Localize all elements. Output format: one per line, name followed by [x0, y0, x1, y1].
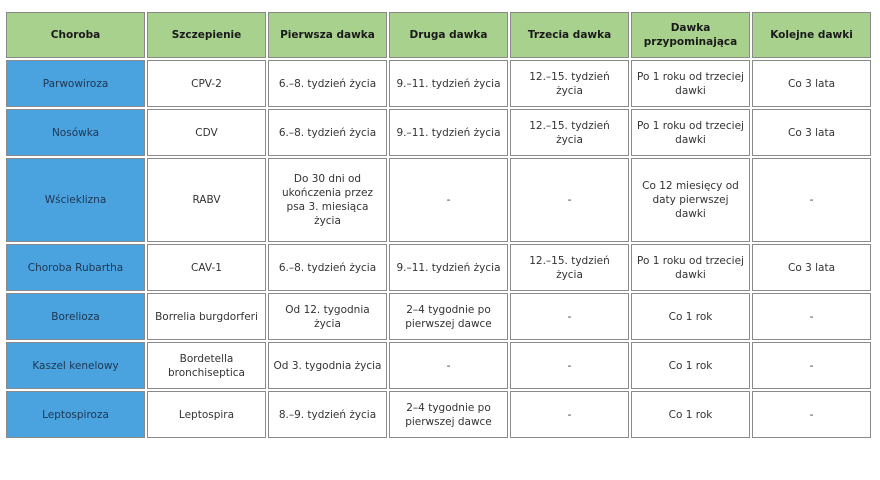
table-row — [6, 60, 871, 107]
third-dose-cell: - — [510, 391, 629, 438]
header-szczepienie: Szczepienie — [147, 12, 266, 58]
second-dose-cell: - — [389, 158, 508, 242]
vaccination-table — [4, 10, 873, 440]
disease-cell: Borelioza — [6, 293, 145, 340]
second-dose-cell: 9.–11. tydzień życia — [389, 109, 508, 156]
next-doses-cell: Co 3 lata — [752, 244, 871, 291]
first-dose-cell: 6.–8. tydzień życia — [268, 109, 387, 156]
booster-dose-cell: Po 1 roku od trzeciej dawki — [631, 244, 750, 291]
first-dose-cell: 6.–8. tydzień życia — [268, 244, 387, 291]
second-dose-cell: 2–4 tygodnie po pierwszej dawce — [389, 293, 508, 340]
next-doses-cell: - — [752, 391, 871, 438]
third-dose-cell: 12.–15. tydzień życia — [510, 60, 629, 107]
disease-cell: Kaszel kenelowy — [6, 342, 145, 389]
next-doses-cell: - — [752, 158, 871, 242]
third-dose-cell: 12.–15. tydzień życia — [510, 244, 629, 291]
third-dose-cell: 12.–15. tydzień życia — [510, 109, 629, 156]
table-row — [6, 244, 871, 291]
header-trzecia-dawka: Trzecia dawka — [510, 12, 629, 58]
table-header-row — [6, 12, 871, 58]
header-pierwsza-dawka: Pierwsza dawka — [268, 12, 387, 58]
vaccine-cell: CPV-2 — [147, 60, 266, 107]
first-dose-cell: Od 12. tygodnia życia — [268, 293, 387, 340]
table-row — [6, 158, 871, 242]
booster-dose-cell: Co 1 rok — [631, 293, 750, 340]
disease-cell: Wścieklizna — [6, 158, 145, 242]
vaccine-cell: Leptospira — [147, 391, 266, 438]
vaccine-cell: Bordetella bronchiseptica — [147, 342, 266, 389]
disease-cell: Nosówka — [6, 109, 145, 156]
booster-dose-cell: Co 1 rok — [631, 391, 750, 438]
table-row — [6, 109, 871, 156]
first-dose-cell: Do 30 dni od ukończenia przez psa 3. miesiąca życia — [268, 158, 387, 242]
first-dose-cell: Od 3. tygodnia życia — [268, 342, 387, 389]
booster-dose-cell: Co 12 miesięcy od daty pierwszej dawki — [631, 158, 750, 242]
vaccine-cell: Borrelia burgdorferi — [147, 293, 266, 340]
second-dose-cell: 9.–11. tydzień życia — [389, 244, 508, 291]
booster-dose-cell: Po 1 roku od trzeciej dawki — [631, 109, 750, 156]
booster-dose-cell: Po 1 roku od trzeciej dawki — [631, 60, 750, 107]
vaccine-cell: RABV — [147, 158, 266, 242]
booster-dose-cell: Co 1 rok — [631, 342, 750, 389]
second-dose-cell: - — [389, 342, 508, 389]
header-dawka-przypominajaca: Dawka przypominająca — [631, 12, 750, 58]
first-dose-cell: 8.–9. tydzień życia — [268, 391, 387, 438]
third-dose-cell: - — [510, 342, 629, 389]
next-doses-cell: Co 3 lata — [752, 60, 871, 107]
second-dose-cell: 9.–11. tydzień życia — [389, 60, 508, 107]
header-druga-dawka: Druga dawka — [389, 12, 508, 58]
third-dose-cell: - — [510, 158, 629, 242]
table-row — [6, 342, 871, 389]
table-row — [6, 391, 871, 438]
vaccine-cell: CDV — [147, 109, 266, 156]
header-kolejne-dawki: Kolejne dawki — [752, 12, 871, 58]
next-doses-cell: - — [752, 342, 871, 389]
next-doses-cell: - — [752, 293, 871, 340]
table-row — [6, 293, 871, 340]
disease-cell: Leptospiroza — [6, 391, 145, 438]
first-dose-cell: 6.–8. tydzień życia — [268, 60, 387, 107]
next-doses-cell: Co 3 lata — [752, 109, 871, 156]
third-dose-cell: - — [510, 293, 629, 340]
vaccine-cell: CAV-1 — [147, 244, 266, 291]
header-choroba: Choroba — [6, 12, 145, 58]
second-dose-cell: 2–4 tygodnie po pierwszej dawce — [389, 391, 508, 438]
disease-cell: Parwowiroza — [6, 60, 145, 107]
disease-cell: Choroba Rubartha — [6, 244, 145, 291]
